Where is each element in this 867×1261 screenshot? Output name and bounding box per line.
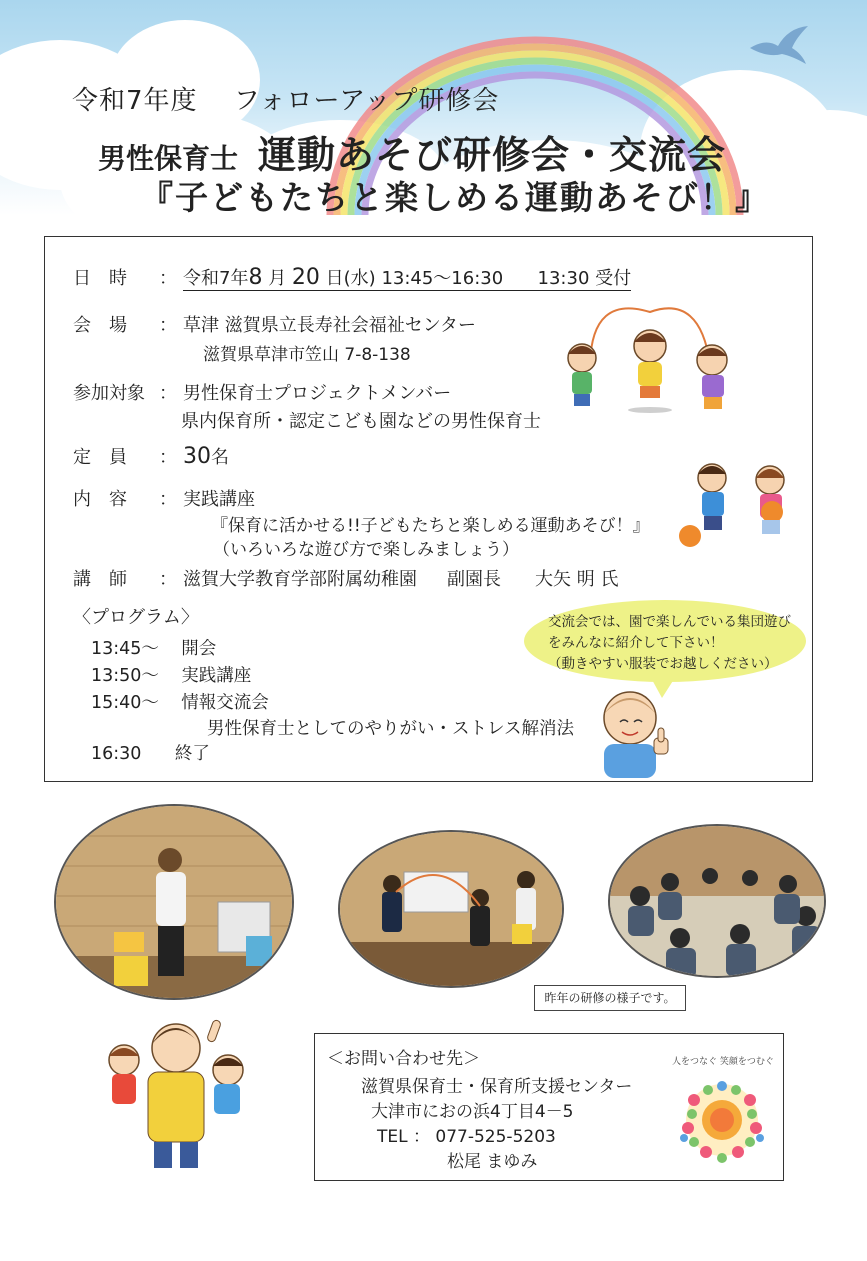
venue-address: 滋賀県草津市笠山 7-8-138 bbox=[203, 345, 411, 365]
header-title-prefix: 男性保育士 bbox=[98, 142, 239, 175]
contact-address: 大津市におの浜4丁目4－5 bbox=[371, 1102, 574, 1122]
venue-name: 草津 滋賀県立長寿社会福祉センター bbox=[183, 315, 476, 336]
target-line2: 県内保育所・認定こども園などの男性保育士 bbox=[181, 411, 541, 432]
lecturer-org: 滋賀大学教育学部附属幼稚園 bbox=[183, 569, 417, 590]
target-label: 参加対象 bbox=[73, 383, 145, 404]
teacher-with-kids-illustration bbox=[100, 1014, 250, 1178]
training-photo-2-image bbox=[340, 832, 564, 988]
venue-row: 会 場 ： 草津 滋賀県立長寿社会福祉センター bbox=[73, 311, 476, 337]
training-photo-3-image bbox=[610, 826, 826, 978]
header-theme: 『子どもたちと楽しめる運動あそび！』 bbox=[140, 178, 770, 217]
flower-wreath-icon bbox=[664, 1054, 780, 1170]
jump-rope-kids-illustration bbox=[560, 304, 740, 416]
lecturer-role: 副園長 bbox=[447, 569, 501, 590]
speech-bubble-text: 交流会では、園で楽しんでいる集団遊び をみんなに紹介して下さい！ （動きやすい服装でお越しください） bbox=[548, 614, 791, 672]
content-title: 実践講座 bbox=[183, 489, 255, 510]
capacity-value: 30 bbox=[183, 444, 211, 469]
contact-person: 松尾 まゆみ bbox=[447, 1152, 538, 1172]
program-item: 13:50～ 実践講座 bbox=[91, 666, 252, 686]
program-item: 15:40～ 情報交流会 bbox=[91, 693, 269, 713]
training-photo-1 bbox=[54, 804, 294, 1000]
target-line1: 男性保育士プロジェクトメンバー bbox=[183, 383, 452, 404]
bird-icon bbox=[748, 24, 810, 68]
date-row: 日 時 ： 令和7年8 月 20 日(水) 13:45～16:30 13:30 受付 bbox=[73, 265, 632, 290]
header-subtitle: 令和7年度 フォローアップ研修会 bbox=[72, 86, 500, 116]
content-line2: （いろいろな遊び方で楽しみましょう） bbox=[213, 540, 519, 560]
ball-kids-illustration bbox=[676, 460, 802, 552]
center-logo bbox=[664, 1054, 780, 1170]
training-photo-1-image bbox=[56, 806, 294, 1000]
program-item: 16:30 終了 bbox=[91, 744, 210, 764]
lecturer-name: 大矢 明 氏 bbox=[535, 569, 619, 590]
content-line1: 『保育に活かせる!!子どもたちと楽しめる運動あそび！』 bbox=[211, 516, 650, 536]
training-photo-3 bbox=[608, 824, 826, 978]
contact-org: 滋賀県保育士・保育所支援センター bbox=[361, 1077, 633, 1097]
date-label: 日 時 bbox=[73, 268, 127, 289]
contact-tel: TEL ： 077-525-5203 bbox=[377, 1127, 556, 1147]
capacity-row: 定 員 ： 30名 bbox=[73, 444, 229, 469]
program-title: 〈プログラム〉 bbox=[73, 607, 199, 628]
thumbs-up-man-illustration bbox=[594, 688, 678, 778]
program-item-detail: 男性保育士としてのやりがい・ストレス解消法 bbox=[207, 719, 574, 739]
program-item: 13:45～ 開会 bbox=[91, 639, 217, 659]
header-title-main: 運動あそび研修会・交流会 bbox=[258, 133, 727, 177]
content-label: 内 容 bbox=[73, 489, 127, 510]
photo-caption: 昨年の研修の様子です。 bbox=[534, 985, 686, 1011]
capacity-label: 定 員 bbox=[73, 447, 127, 468]
content-row: 内 容 ： 実践講座 bbox=[73, 485, 255, 511]
lecturer-row: 講 師 ： 滋賀大学教育学部附属幼稚園 副園長 大矢 明 氏 bbox=[73, 565, 618, 591]
header-title bbox=[98, 124, 726, 179]
date-value: 令和7年8 月 20 日(水) 13:45～16:30 13:30 受付 bbox=[183, 265, 632, 290]
target-row: 参加対象 ： 男性保育士プロジェクトメンバー bbox=[73, 379, 451, 405]
logo-text: 人をつなぐ 笑顔をつむぐ bbox=[672, 1057, 774, 1067]
lecturer-label: 講 師 bbox=[73, 569, 127, 590]
venue-label: 会 場 bbox=[73, 315, 127, 336]
training-photo-2 bbox=[338, 830, 564, 988]
contact-title: ＜お問い合わせ先＞ bbox=[327, 1049, 480, 1069]
